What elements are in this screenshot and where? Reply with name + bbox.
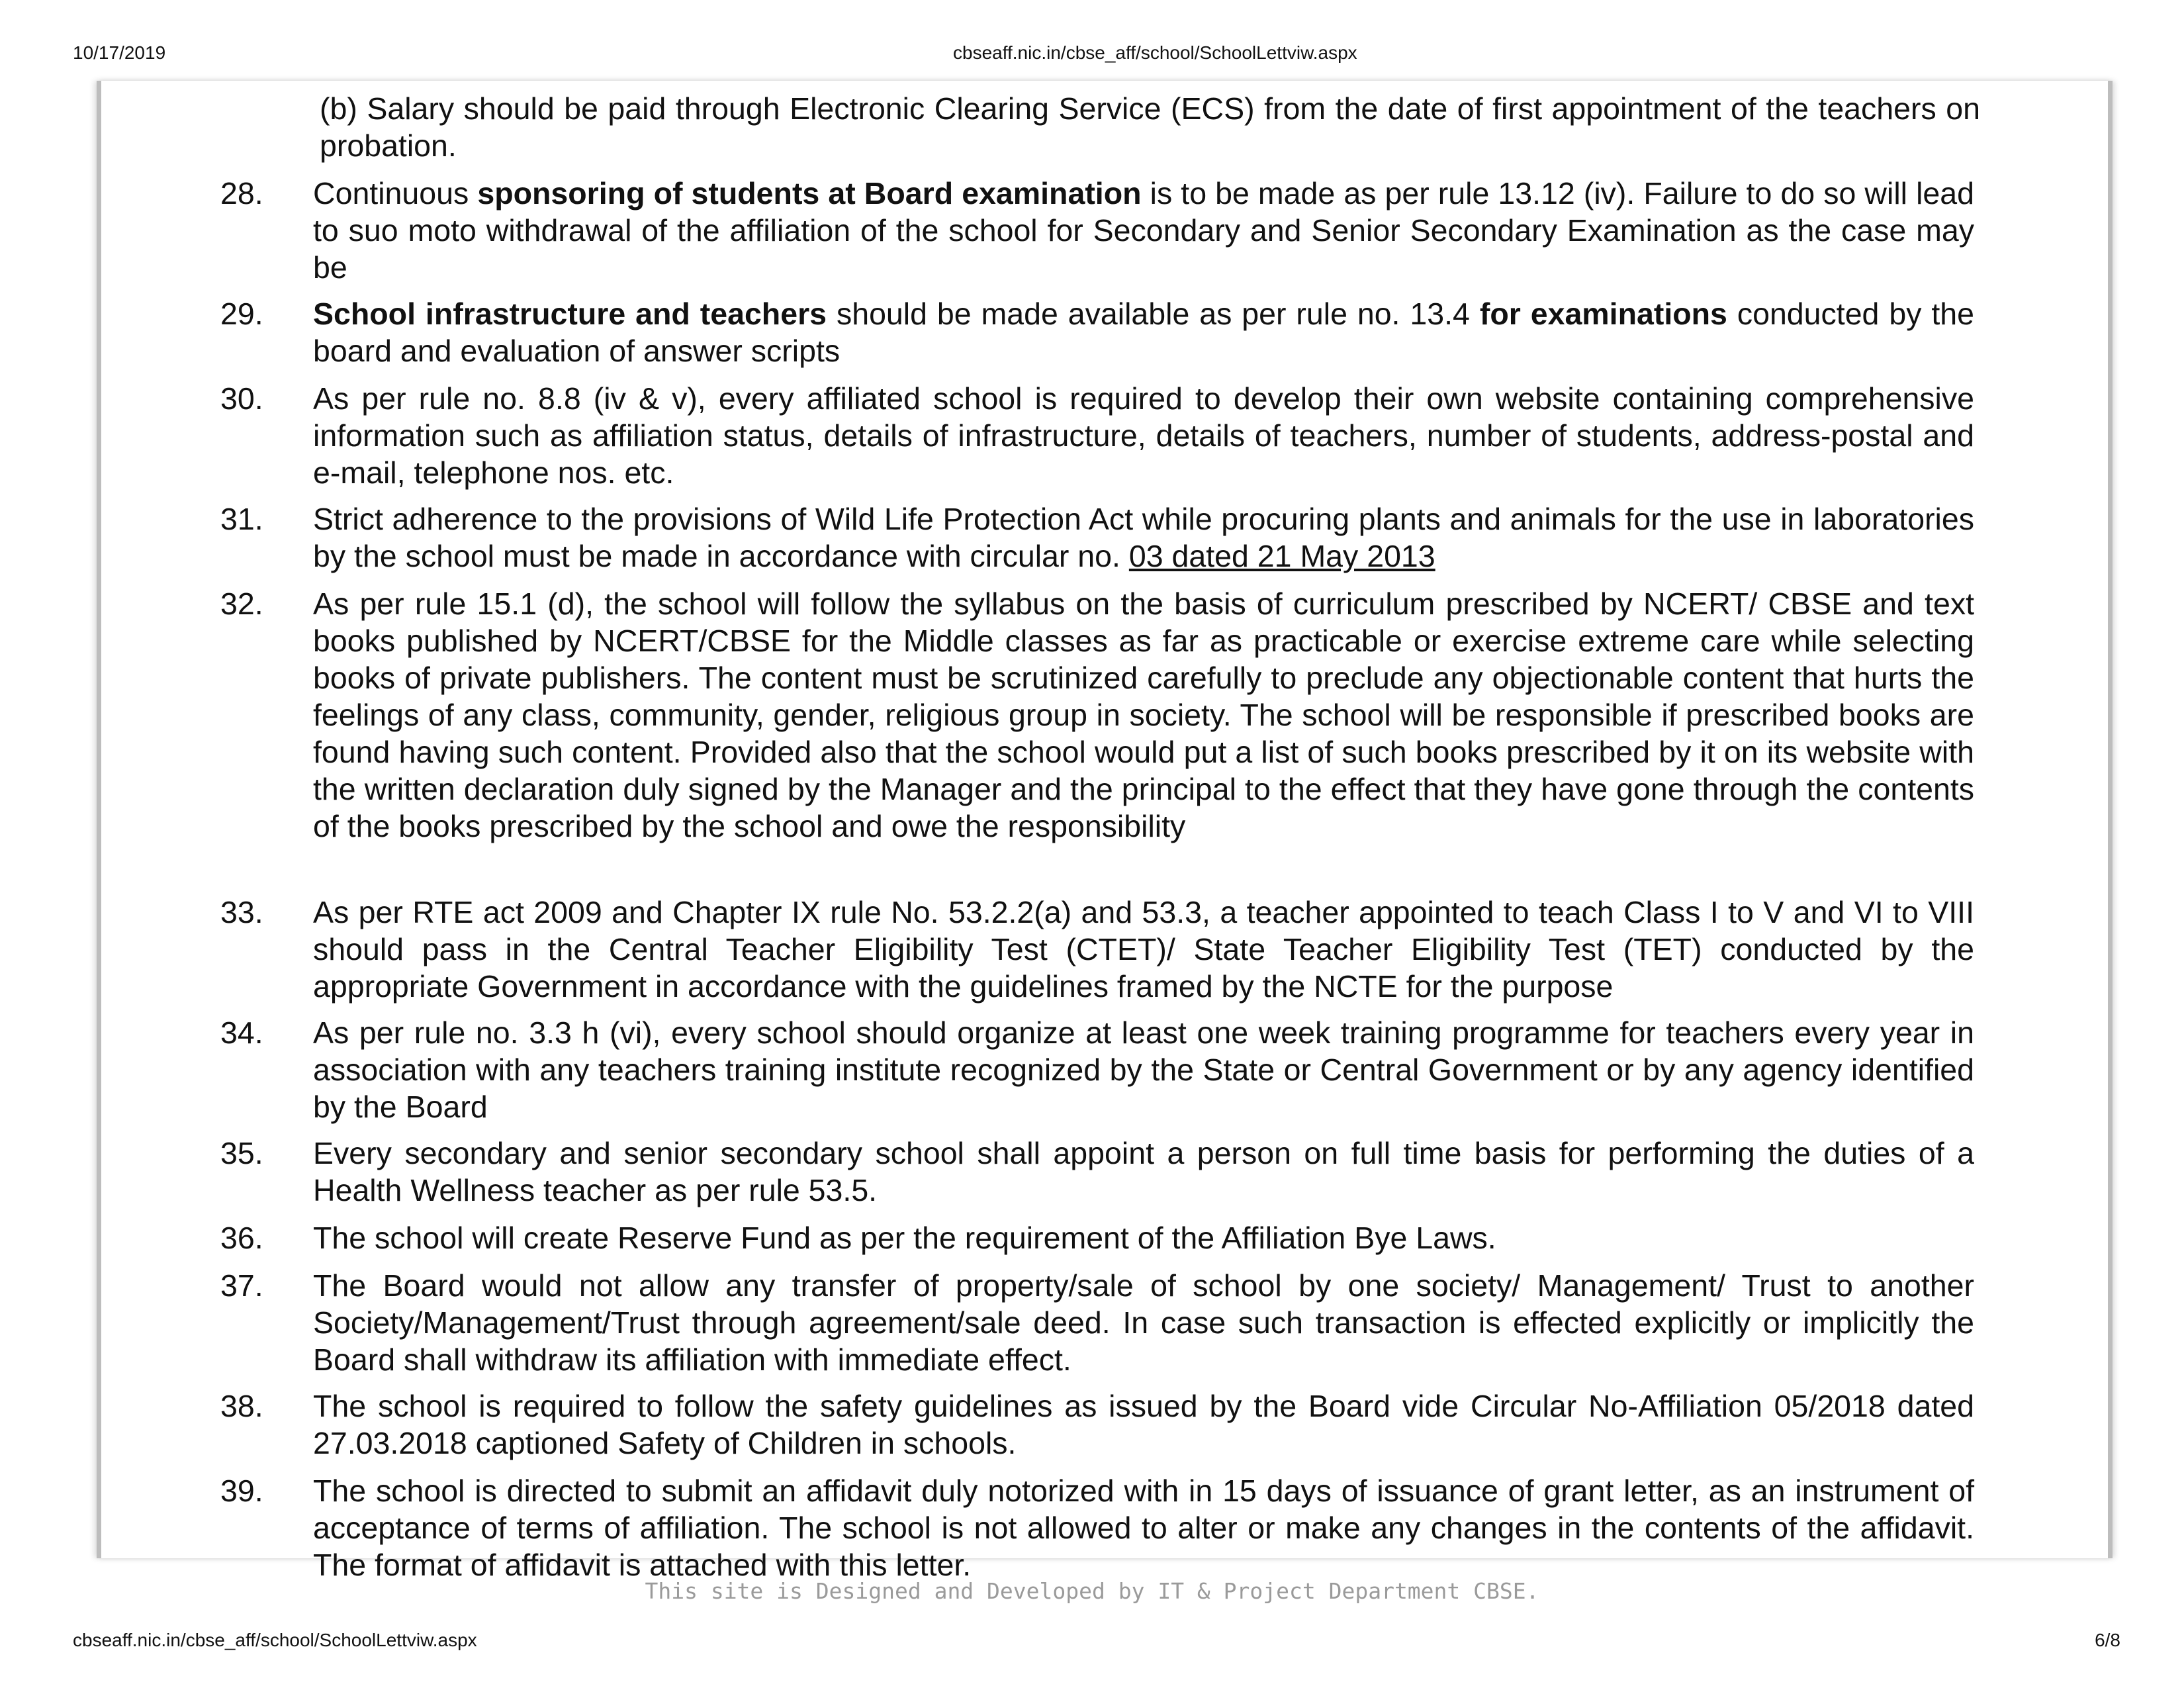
bold-phrase: for examinations xyxy=(1479,297,1727,331)
item-number: 38. xyxy=(220,1389,263,1423)
item-number: 36. xyxy=(220,1221,263,1255)
item-text: The school will create Reserve Fund as per the requirement of the Affiliation Bye Laws. xyxy=(313,1221,1496,1255)
site-credit-footer: This site is Designed and Developed by IT & Project Department CBSE. xyxy=(645,1578,1539,1604)
salary-ecs-paragraph: (b) Salary should be paid through Electronic Clearing Service (ECS) from the date of first appointment of the teachers on probation. xyxy=(320,91,1980,163)
item-number: 28. xyxy=(220,176,263,211)
print-header-date: 10/17/2019 xyxy=(73,42,166,63)
circular-link[interactable]: 03 dated 21 May 2013 xyxy=(1128,539,1435,573)
item-text: School infrastructure and teachers should be made available as per rule no. 13.4 for examinations conducted by the board and evaluation of answer scripts xyxy=(313,297,1975,368)
item-number: 31. xyxy=(220,502,263,536)
item-number: 34. xyxy=(220,1015,263,1050)
item-text: As per RTE act 2009 and Chapter IX rule No. 53.2.2(a) and 53.3, a teacher appointed to teach Class I to V and VI to VIII should pass in the Central Teacher Eligibility Test (CTET)/ State Teacher Eligibility Test (TET) conducted by the appropriate Government in accordance with the guidelines framed by the NCTE for the purpose xyxy=(313,895,1974,1004)
item-number: 33. xyxy=(220,895,263,929)
item-text: The school is required to follow the safety guidelines as issued by the Board vide Circular No-Affiliation 05/2018 dated 27.03.2018 captioned Safety of Children in schools. xyxy=(313,1389,1974,1460)
letter-content-frame[interactable] xyxy=(97,81,2113,1582)
item-text: The school is directed to submit an affidavit duly notorized with in 15 days of issuance of grant letter, as an instrument of acceptance of terms of affiliation. The school is not allowed to alter or make any changes in the contents of the affidavit. The format of affidavit is attached with this letter. xyxy=(313,1474,1974,1582)
item-text: The Board would not allow any transfer of property/sale of school by one society/ Management/ Trust to another Society/Management/Trust through agreement/sale deed. In case such transaction is effected explicitly or implicitly the Board shall withdraw its affiliation with immediate effect. xyxy=(313,1268,1974,1377)
item-number: 32. xyxy=(220,586,263,621)
item-number: 35. xyxy=(220,1136,263,1170)
item-number: 39. xyxy=(220,1474,263,1508)
item-number: 30. xyxy=(220,381,263,416)
item-text: As per rule 15.1 (d), the school will follow the syllabus on the basis of curriculum prescribed by NCERT/ CBSE and text books published by NCERT/CBSE for the Middle classes as far as practicable or exercise extreme care while selecting books of private publishers. The content must be scrutinized carefully to preclude any objectionable content that hurts the feelings of any class, community, gender, religious group in society. The school will be responsible if prescribed books are found having such content. Provided also that the school would put a list of such books prescribed by it on its website with the written declaration duly signed by the Manager and the principal to the effect that they have gone through the contents of the books prescribed by the school and owe the responsibility xyxy=(313,586,1974,843)
item-text: As per rule no. 8.8 (iv & v), every affiliated school is required to develop their own website containing comprehensive information such as affiliation status, details of infrastructure, details of teachers, number of students, address-postal and e-mail, telephone nos. etc. xyxy=(313,381,1974,490)
bold-phrase: sponsoring of students at Board examination xyxy=(477,176,1142,211)
print-footer-url: cbseaff.nic.in/cbse_aff/school/SchoolLettviw.aspx xyxy=(73,1630,477,1650)
item-text: As per rule no. 3.3 h (vi), every school should organize at least one week training programme for teachers every year in association with any teachers training institute recognized by the State or Central Government or by any agency identified by the Board xyxy=(313,1015,1974,1124)
item-text: Continuous sponsoring of students at Board examination is to be made as per rule 13.12 (iv). Failure to do so will lead to suo moto withdrawal of the affiliation of the school for Secondary and Senior Secondary Examination as the case may be xyxy=(313,176,1974,285)
item-number: 37. xyxy=(220,1268,263,1303)
bold-phrase: School infrastructure and teachers xyxy=(313,297,827,331)
print-header-url: cbseaff.nic.in/cbse_aff/school/SchoolLettviw.aspx xyxy=(953,42,1357,63)
print-footer-page-number: 6/8 xyxy=(2095,1630,2120,1650)
item-text: Every secondary and senior secondary school shall appoint a person on full time basis for performing the duties of a Health Wellness teacher as per rule 53.5. xyxy=(313,1136,1974,1207)
item-text: Strict adherence to the provisions of Wild Life Protection Act while procuring plants and animals for the use in laboratories by the school must be made in accordance with circular no. 03 dated 21 May 2013 xyxy=(313,502,1974,573)
item-number: 29. xyxy=(220,297,263,331)
